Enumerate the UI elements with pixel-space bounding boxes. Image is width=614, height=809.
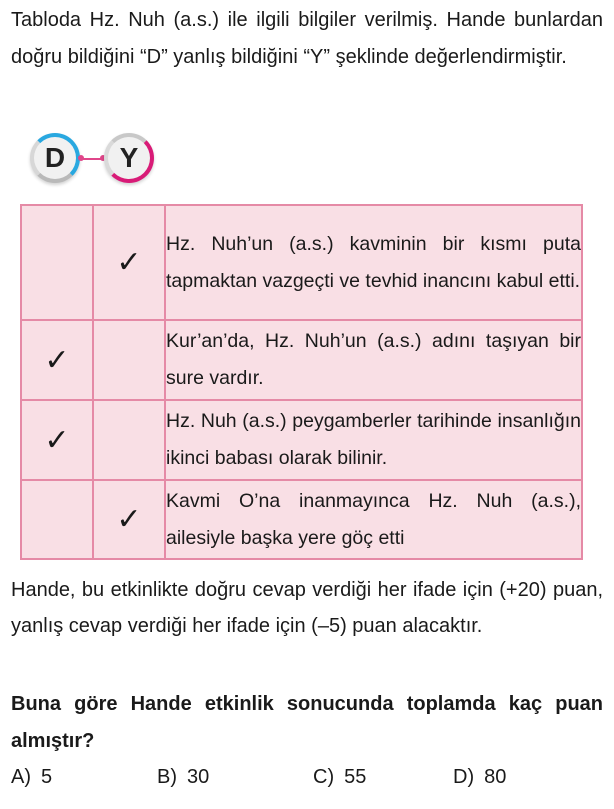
- table-row: [21, 480, 582, 559]
- badge-connector: [80, 158, 104, 160]
- question-text: Buna göre Hande etkinlik sonucunda toplamda kaç puan almıştır?: [11, 693, 603, 752]
- scoring-paragraph: Hande, bu etkinlikte doğru cevap verdiği her ifade için (+20) puan, yanlış cevap verdiği her ifade için (–5) puan alacaktır.: [11, 579, 603, 637]
- statement-cell: Kavmi O’na inanmayınca Hz. Nuh (a.s.), ailesiyle başka yere göç etti: [165, 480, 582, 559]
- y-badge: Y: [104, 133, 154, 183]
- table-row: [21, 400, 582, 480]
- option-letter: B): [157, 766, 177, 788]
- option-value: 5: [41, 766, 53, 788]
- d-mark-cell: [21, 205, 93, 320]
- option-value: 55: [344, 766, 367, 788]
- option-c[interactable]: [313, 766, 366, 789]
- d-y-legend: [24, 133, 164, 189]
- option-d[interactable]: [453, 766, 506, 789]
- y-mark-cell: [93, 400, 165, 480]
- intro-paragraph: Tabloda Hz. Nuh (a.s.) ile ilgili bilgiler verilmiş. Hande bunlardan doğru bildiğini “D” yanlış bildiğini “Y” şeklinde değerlendirmiştir.: [11, 9, 603, 68]
- option-letter: A): [11, 766, 31, 788]
- option-a[interactable]: [11, 766, 52, 789]
- table-row: [21, 205, 582, 320]
- d-mark-cell: [21, 480, 93, 559]
- d-mark-cell: ✓: [21, 400, 93, 480]
- statement-cell: Hz. Nuh’un (a.s.) kavminin bir kısmı puta tapmaktan vazgeçti ve tevhid inancını kabul etti.: [165, 205, 582, 320]
- answer-options: [11, 766, 603, 798]
- d-badge: D: [30, 133, 80, 183]
- d-mark-cell: ✓: [21, 320, 93, 400]
- option-letter: C): [313, 766, 335, 788]
- option-letter: D): [453, 766, 475, 788]
- statement-cell: Hz. Nuh (a.s.) peygamberler tarihinde insanlığın ikinci babası olarak bilinir.: [165, 400, 582, 480]
- statements-table: [20, 204, 583, 560]
- table-row: [21, 320, 582, 400]
- option-value: 30: [187, 766, 210, 788]
- y-mark-cell: ✓: [93, 480, 165, 559]
- option-b[interactable]: [157, 766, 209, 789]
- y-mark-cell: ✓: [93, 205, 165, 320]
- option-value: 80: [484, 766, 507, 788]
- y-mark-cell: [93, 320, 165, 400]
- statement-cell: Kur’an’da, Hz. Nuh’un (a.s.) adını taşıyan bir sure vardır.: [165, 320, 582, 400]
